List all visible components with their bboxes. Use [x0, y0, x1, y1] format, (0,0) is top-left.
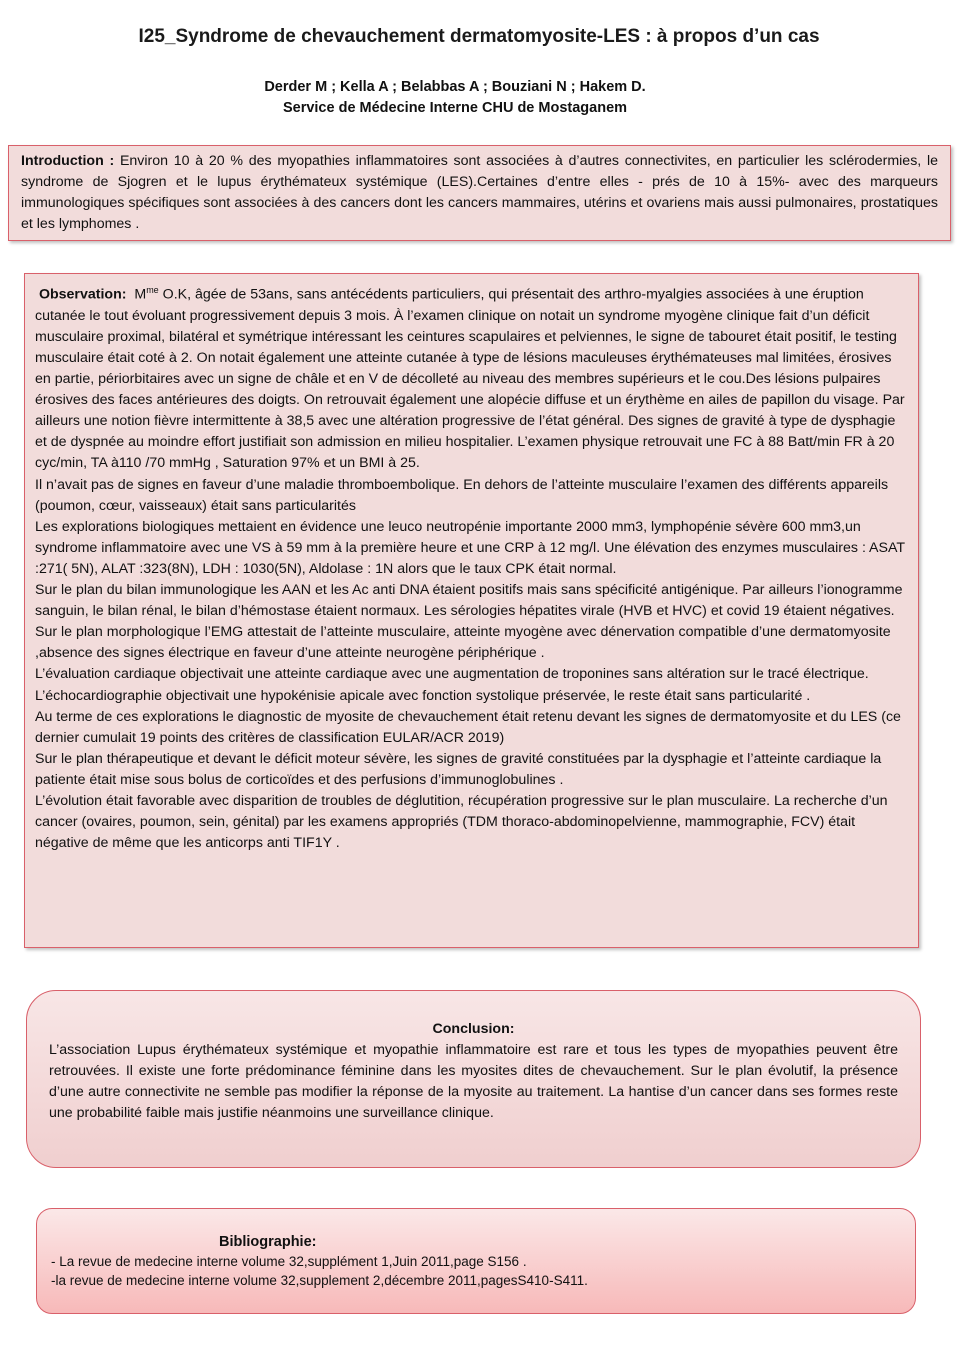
- introduction-label: Introduction :: [21, 153, 115, 169]
- observation-paragraph: Il n’avait pas de signes en faveur d’une maladie thromboembolique. En dehors de l’atteinte musculaire l’examen des différents appareils (poumon, cœur, vaisseaux) était sans particularités: [35, 476, 889, 514]
- bibliography-heading: Bibliographie:: [219, 1234, 317, 1250]
- observation-paragraph: Sur le plan thérapeutique et devant le déficit moteur sévère, les signes de gravité constituées par la dysphagie et l’atteinte cardiaque la patiente était mise sous bolus de corticoïdes et des perfusions d’immunoglobulines .: [35, 750, 882, 788]
- observation-paragraph: Les explorations biologiques mettaient en évidence une leuco neutropénie importante 2000 mm3, lymphopénie sévère 600 mm3,un syndrome inflammatoire avec une VS à 59 mm à la première heure et une CRP à 12 mg/l. Une élévation des enzymes musculaires : ASAT :271( 5N), ALAT :323(8N), LDH : 1030(5N), Aldolase : 1N alors que le taux CPK était normal.: [35, 518, 905, 577]
- conclusion-box: [26, 990, 921, 1168]
- observation-box: [24, 273, 919, 948]
- observation-paragraph: Au terme de ces explorations le diagnostic de myosite de chevauchement était retenu devant les signes de dermatomyosite et du LES (ce dernier cumulait 19 points des critères de classification EULAR/ACR 2019): [35, 708, 901, 746]
- bibliography-box: [36, 1208, 916, 1314]
- observation-paragraph: Sur le plan du bilan immunologique les AAN et les Ac anti DNA étaient positifs mais sans spécificité antigénique. Par ailleurs l’ionogramme sanguin, le bilan rénal, le bilan d’hémostase étaient normaux. Les sérologies hépatites virale (HVB et HVC) et covid 19 étaient négatives.: [35, 582, 903, 620]
- patient-title-sup: me: [146, 285, 159, 295]
- observation-label: Observation:: [38, 286, 127, 303]
- bibliography-item: -la revue de medecine interne volume 32,supplement 2,décembre 2011,pagesS410-S411.: [51, 1273, 588, 1288]
- poster-title: I25_Syndrome de chevauchement dermatomyosite-LES : à propos d’un cas: [138, 26, 820, 47]
- bibliography-item: - La revue de medecine interne volume 32,supplément 1,Juin 2011,page S156 .: [51, 1254, 527, 1269]
- observation-paragraph: L’évolution était favorable avec disparition de troubles de déglutition, récupération progressive sur le plan musculaire. La recherche d’un cancer (ovaires, poumon, sein, génital) par les examens appropriés (TDM thoraco-abdominopelvienne, mammographie, FCV) était négative de même que les anticorps anti TIF1Y .: [35, 792, 888, 852]
- observation-paragraph: L’évaluation cardiaque objectivait une atteinte cardiaque avec une augmentation de troponines sans altération sur le tracé électrique. L’échocardiographie objectivait une hypokénisie apicale avec fonction systolique préservée, le reste était sans particularité .: [35, 666, 869, 704]
- affiliation-line: Service de Médecine Interne CHU de Mostaganem: [282, 100, 628, 116]
- authors-line: Derder M ; Kella A ; Belabbas A ; Bouziani N ; Hakem D.: [264, 79, 646, 95]
- authors-block: [150, 77, 760, 119]
- observation-paragraph: Sur le plan morphologique l’EMG attestait de l’atteinte musculaire, atteinte myogène avec dénervation compatible d’une dermatomyosite ,absence des signes électrique en faveur d’une atteinte neurogène périphérique .: [35, 624, 891, 662]
- introduction-text: Environ 10 à 20 % des myopathies inflammatoires sont associées à d’autres connectivites, en particulier les sclérodermies, le syndrome de Sjogren et le lupus érythémateux systémique (LES).Certaines d’entre elles - prés de 10 à 15%- avec des marqueurs immunologiques spécifiques sont associées à des cancers dont les cancers mammaires, utérins et ovariens mais aussi pulmonaires, prostatiques et les lymphomes .: [21, 153, 938, 232]
- patient-title: M: [134, 286, 147, 303]
- observation-first-paragraph: [35, 280, 908, 475]
- conclusion-text: L’association Lupus érythémateux systémique et myopathie inflammatoire est rare et tous les types de myopathies peuvent être retrouvées. Il existe une forte prédominance féminine dans les myosites dites de chevauchement. Sur le plan évolutif, la présence d’une autre connectivite ne semble pas modifier la réponse de la myosite au traitement. La hantise d’un cancer dans ses formes reste une probabilité faible mais justifie néanmoins une surveillance clinique.: [49, 1042, 898, 1121]
- introduction-box: [8, 145, 951, 241]
- observation-first-text: O.K, âgée de 53ans, sans antécédents particuliers, qui présentait des arthro-myalgies associées à une éruption cutanée le tout évoluant progressivement depuis 3 mois. À l’examen clinique on notait un syndrome myogène clinique fait d’un déficit musculaire proximal, bilatéral et symétrique intéressant les ceintures scapulaires et pelviennes, le signe de tabouret était positif, le testing musculaire était coté à 2. On notait également une atteinte cutanée à type de lésions maculeuses érythémateuses mal limitées, érosives en partie, périorbitaires avec un signe de châle et en V de décolleté au niveau des membres supérieurs et le cou.Des lésions pulpaires érosives des faces antérieures des doigts. On retrouvait également une alopécie diffuse et un érythème en ailes de papillon du visage. Par ailleurs une notion fièvre intermittente à 38,5 avec une altération progressive de l’état général. Des signes de gravité à type de dysphagie et de dyspnée au moindre effort justifiait son admission en milieu hospitalier. L’examen physique retrouvait une FC à 88 Batt/min FR à 20 cyc/min, TA à110 /70 mmHg , Saturation 97% et un BMI à 25.: [35, 286, 905, 472]
- conclusion-heading: Conclusion:: [432, 1021, 515, 1037]
